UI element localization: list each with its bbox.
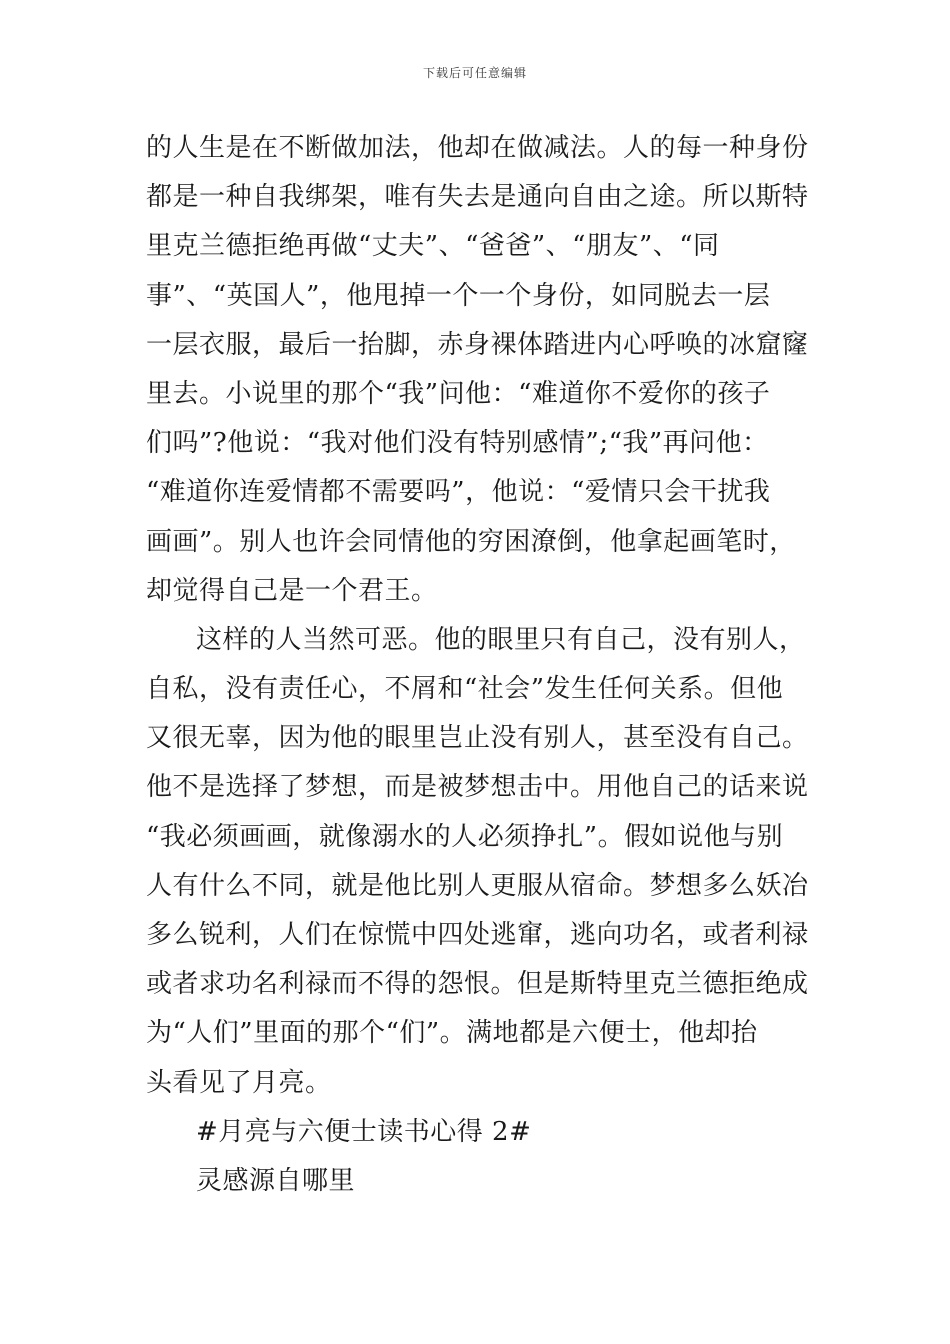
text-line: 人有什么不同，就是他比别人更服从宿命。梦想多么妖冶 [146, 870, 809, 901]
text-line: 的人生是在不断做加法，他却在做减法。人的每一种身份 [146, 133, 809, 163]
text-line: 为“人们”里面的那个“们”。满地都是六便士，他却抬 [146, 1018, 758, 1049]
text-line: 一层衣服，最后一抬脚，赤身裸体踏进内心呼唤的冰窟窿 [146, 329, 809, 360]
text-line: 这样的人当然可恶。他的眼里只有自己，没有别人， [196, 624, 806, 655]
text-line: 自私，没有责任心，不屑和“社会”发生任何关系。但他 [146, 674, 784, 705]
text-line: 都是一种自我绑架，唯有失去是通向自由之途。所以斯特 [146, 182, 809, 213]
text-line: 们吗”?他说：“我对他们没有特别感情”;“我”再问他： [146, 428, 769, 459]
text-line: 里克兰德拒绝再做“丈夫”、“爸爸”、“朋友”、“同 [146, 231, 720, 262]
text-line: 画画”。别人也许会同情他的穷困潦倒，他拿起画笔时， [146, 526, 796, 557]
text-line: “我必须画画，就像溺水的人必须挣扎”。假如说他与别 [146, 821, 784, 852]
text-line: 多么锐利，人们在惊慌中四处逃窜，逃向功名，或者利禄 [146, 920, 809, 950]
subheading: 灵感源自哪里 [196, 1165, 356, 1196]
paragraph-1 [146, 124, 814, 616]
text-line: 或者求功名利禄而不得的怨恨。但是斯特里克兰德拒绝成 [146, 969, 809, 1000]
page-header: 下载后可任意编辑 [422, 66, 527, 80]
text-line: 头看见了月亮。 [146, 1067, 332, 1098]
text-line: 却觉得自己是一个君王。 [146, 575, 438, 606]
text-line: “难道你连爱情都不需要吗”，他说：“爱情只会干扰我 [146, 477, 771, 508]
section-heading: #月亮与六便士读书心得 2# [196, 1116, 532, 1147]
text-line: 他不是选择了梦想，而是被梦想击中。用他自己的话来说 [146, 772, 809, 803]
paragraph-2 [146, 616, 814, 1108]
text-line: 事”、“英国人”，他甩掉一个一个身份，如同脱去一层 [146, 280, 771, 311]
document-body [146, 124, 814, 1206]
text-line: 又很无辜，因为他的眼里岂止没有别人，甚至没有自己。 [146, 723, 809, 754]
text-line: 里去。小说里的那个“我”问他：“难道你不爱你的孩子 [146, 378, 771, 409]
